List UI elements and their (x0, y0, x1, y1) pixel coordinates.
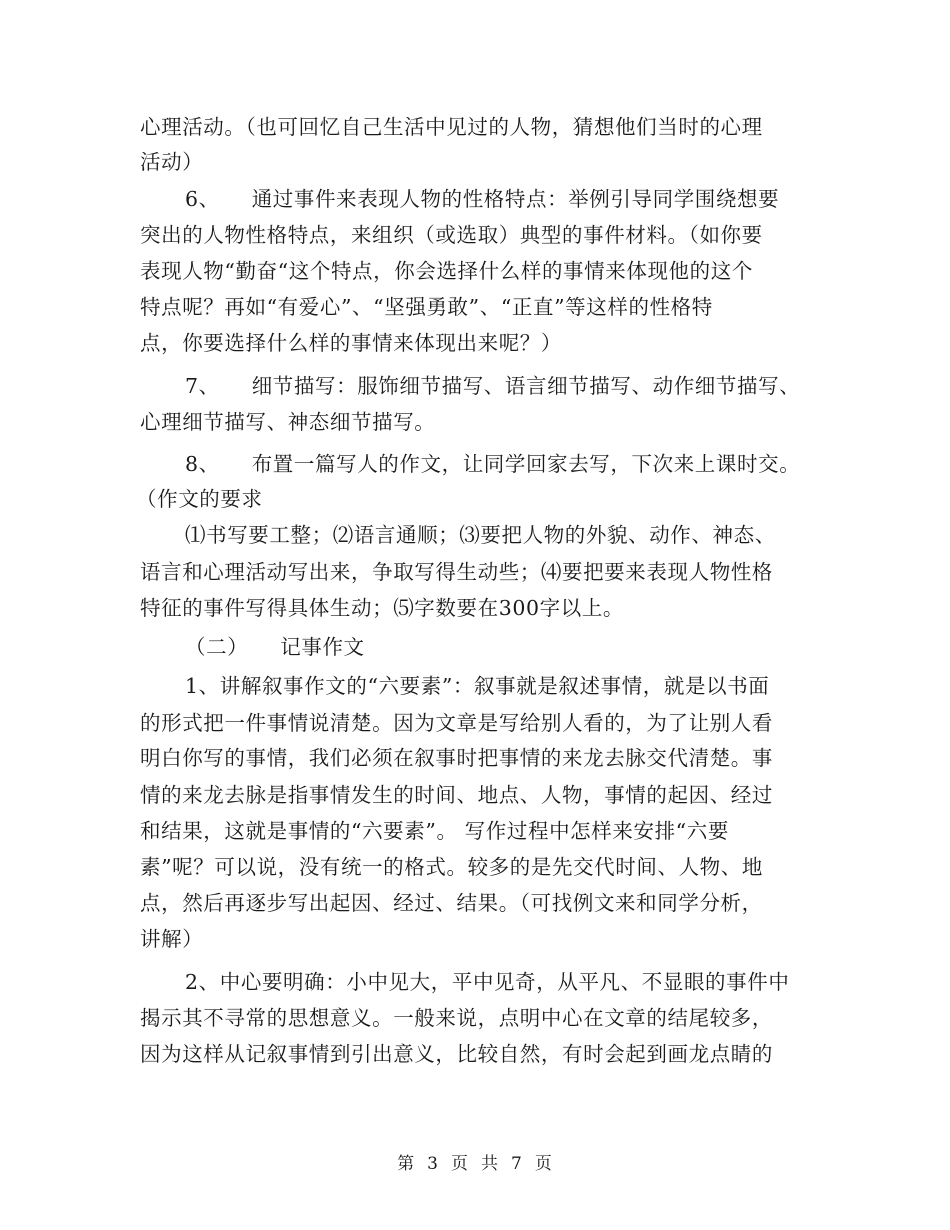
text-line: 情的来龙去脉是指事情发生的时间、地点、人物，事情的起因、经过 (140, 783, 773, 807)
text-line: 心理细节描写、神态细节描写。 (140, 410, 436, 434)
text-line: 特征的事件写得具体生动；⑸字数要在300字以上。 (140, 596, 625, 620)
text-line: 因为这样从记叙事情到引出意义，比较自然，有时会起到画龙点睛的 (140, 1042, 773, 1066)
footer-mid1: 页 (451, 1154, 469, 1174)
text-line: 揭示其不寻常的思想意义。一般来说，点明中心在文章的结尾较多， (140, 1006, 773, 1030)
text-line: 表现人物“勤奋“这个特点，你会选择什么样的事情来体现他的这个 (140, 259, 753, 283)
text-line: 1、讲解叙事作文的“六要素”：叙事就是叙述事情，就是以书面 (185, 674, 770, 698)
text-line: 的形式把一件事情说清楚。因为文章是写给别人看的，为了让别人看 (140, 711, 773, 735)
text-line: 明白你写的事情，我们必须在叙事时把事情的来龙去脉交代清楚。事 (140, 746, 773, 770)
text-line: 7、 细节描写：服饰细节描写、语言细节描写、动作细节描写、 (185, 374, 801, 398)
text-line: 突出的人物性格特点，来组织（或选取）典型的事件材料。（如你要 (140, 223, 763, 247)
text-line: 和结果，这就是事情的“六要素”。 写作过程中怎样来安排“六要 (140, 819, 729, 843)
text-line: 讲解） (140, 927, 204, 951)
text-line: ⑴书写要工整；⑵语言通顺；⑶要把人物的外貌、动作、神态、 (185, 523, 776, 547)
text-line: 心理活动。（也可回忆自己生活中见过的人物，猜想他们当时的心理 (140, 115, 763, 139)
footer-prefix: 第 (397, 1154, 416, 1174)
text-line: 2、中心要明确：小中见大，平中见奇，从平凡、不显眼的事件中 (185, 970, 790, 994)
text-line: 6、 通过事件来表现人物的性格特点：举例引导同学围绕想要 (185, 187, 780, 211)
text-line: 点，然后再逐步写出起因、经过、结果。（可找例文来和同学分析， (140, 891, 763, 915)
page-total: 7 (511, 1154, 523, 1174)
text-line: 活动） (140, 150, 204, 174)
footer-suffix: 页 (534, 1154, 553, 1174)
section-heading: （二） 记事作文 (185, 635, 365, 659)
text-line: 8、 布置一篇写人的作文，让同学回家去写，下次来上课时交。 (185, 452, 801, 476)
text-line: 特点呢？再如“有爱心”、“坚强勇敢”、“正直”等这样的性格特 (140, 295, 713, 319)
page-number: 3 (427, 1154, 439, 1174)
text-line: 点，你要选择什么样的事情来体现出来呢？） (140, 331, 562, 355)
text-line: 语言和心理活动写出来，争取写得生动些；⑷要把要来表现人物性格 (140, 560, 773, 584)
text-line: （作文的要求 (136, 487, 263, 511)
footer-mid2: 共 (481, 1154, 499, 1174)
page-footer (0, 1152, 950, 1176)
text-line: 素”呢？可以说，没有统一的格式。较多的是先交代时间、人物、地 (140, 855, 763, 879)
